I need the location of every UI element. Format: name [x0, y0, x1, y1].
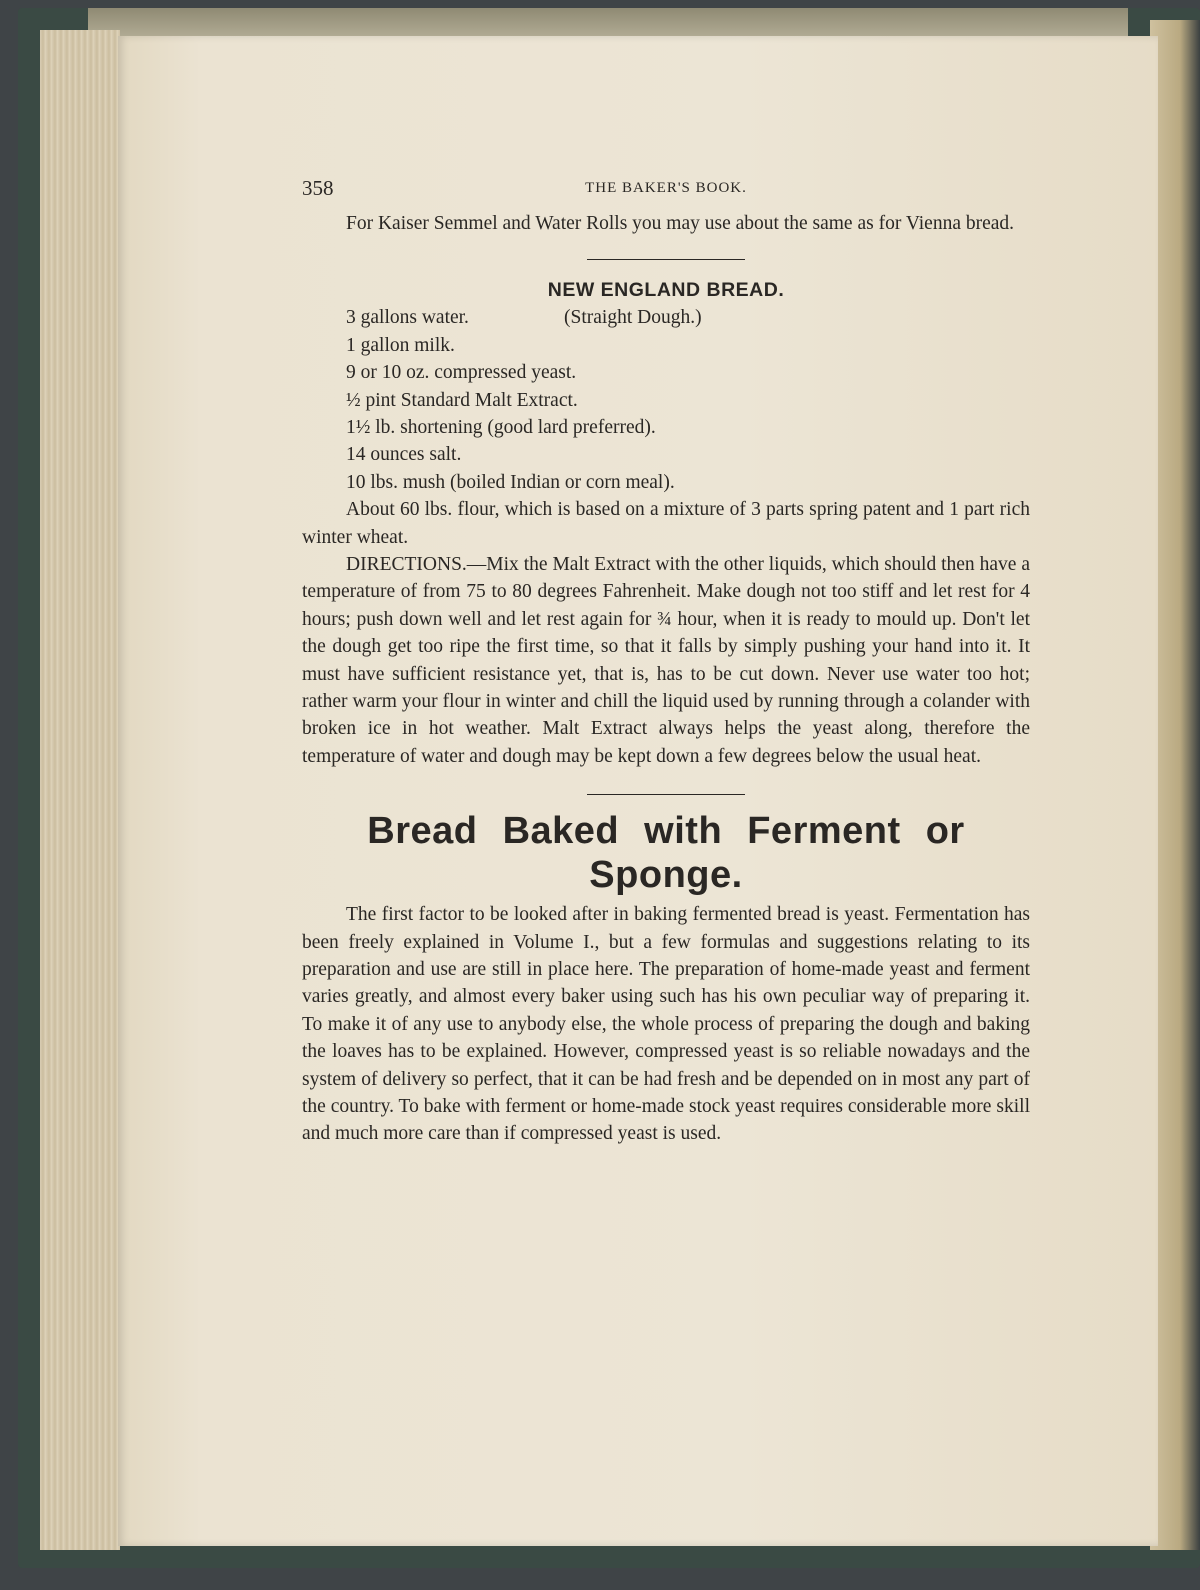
ingredient-text: 3 gallons water.: [346, 307, 469, 329]
ingredient-list: [302, 304, 1030, 496]
ingredient-line: [302, 414, 1030, 441]
running-head: [302, 170, 1030, 210]
ingredient-line: [302, 441, 1030, 468]
ingredient-line: [302, 359, 1030, 386]
page-edge-top: [88, 8, 1128, 36]
ingredient-line: [302, 332, 1030, 359]
ingredient-text: 1 gallon milk.: [346, 334, 455, 356]
chapter-heading-line-2: Sponge.: [589, 854, 743, 897]
ferment-paragraph: The first factor to be looked after in baking fermented bread is yeast. Fermentation has been freely explained in Volume I., but a few formulas and suggestions relating to its preparation and use are still in place here. The preparation of home-made yeast and ferment varies greatly, and almost every baker using such has his own peculiar way of preparing it. To make it of any use to anybody else, the whole process of preparing the dough and baking the loaves has to be explained. However, compressed yeast is so reliable nowadays and the system of delivery so perfect, that it can be had fresh and be depended on in most any part of the country. To bake with ferment or home-made stock yeast requires considerable more skill and much more care than if compressed yeast is used.: [302, 904, 1030, 1145]
section-divider: [587, 794, 745, 795]
ingredient-text: 1½ lb. shortening (good lard preferred).: [346, 416, 656, 438]
flour-paragraph: About 60 lbs. flour, which is based on a mixture of 3 parts spring patent and 1 part rich winter wheat.: [302, 499, 1030, 548]
ingredient-text: ½ pint Standard Malt Extract.: [346, 389, 578, 411]
ingredient-text: 10 lbs. mush (boiled Indian or corn meal).: [346, 471, 675, 493]
chapter-heading-line-1: Bread Baked with Ferment or: [367, 810, 965, 853]
chapter-heading: [302, 809, 1030, 897]
running-title: THE BAKER'S BOOK.: [585, 180, 747, 196]
ingredient-line: [302, 387, 1030, 414]
ingredient-line: [302, 304, 1030, 331]
page-number: 358: [302, 176, 334, 200]
intro-paragraph: For Kaiser Semmel and Water Rolls you may use about the same as for Vienna bread.: [346, 213, 1015, 234]
page-content: [302, 170, 1030, 1148]
page-stack-left: [40, 30, 120, 1550]
ingredient-line: [302, 469, 1030, 496]
ingredient-text: 9 or 10 oz. compressed yeast.: [346, 362, 577, 384]
section-heading-new-england-bread: NEW ENGLAND BREAD.: [547, 279, 785, 302]
section-divider: [587, 259, 745, 260]
ingredient-note: (Straight Dough.): [564, 307, 702, 329]
directions-paragraph: DIRECTIONS.—Mix the Malt Extract with the other liquids, which should then have a temperature of from 75 to 80 degrees Fahrenheit. Make dough not too stiff and let rest for 4 hours; push down well and let rest again for ¾ hour, when it is ready to mould up. Don't let the dough get too ripe the first time, so that it falls by simply pushing your hand into it. It must have sufficient resistance yet, that is, has to be cut down. Never use water too hot; rather warm your flour in winter and chill the liquid used by running through a colander with broken ice in hot weather. Malt Extract always helps the yeast along, therefore the temperature of water and dough may be kept down a few degrees below the usual heat.: [302, 553, 1030, 767]
ingredient-text: 14 ounces salt.: [346, 444, 462, 466]
